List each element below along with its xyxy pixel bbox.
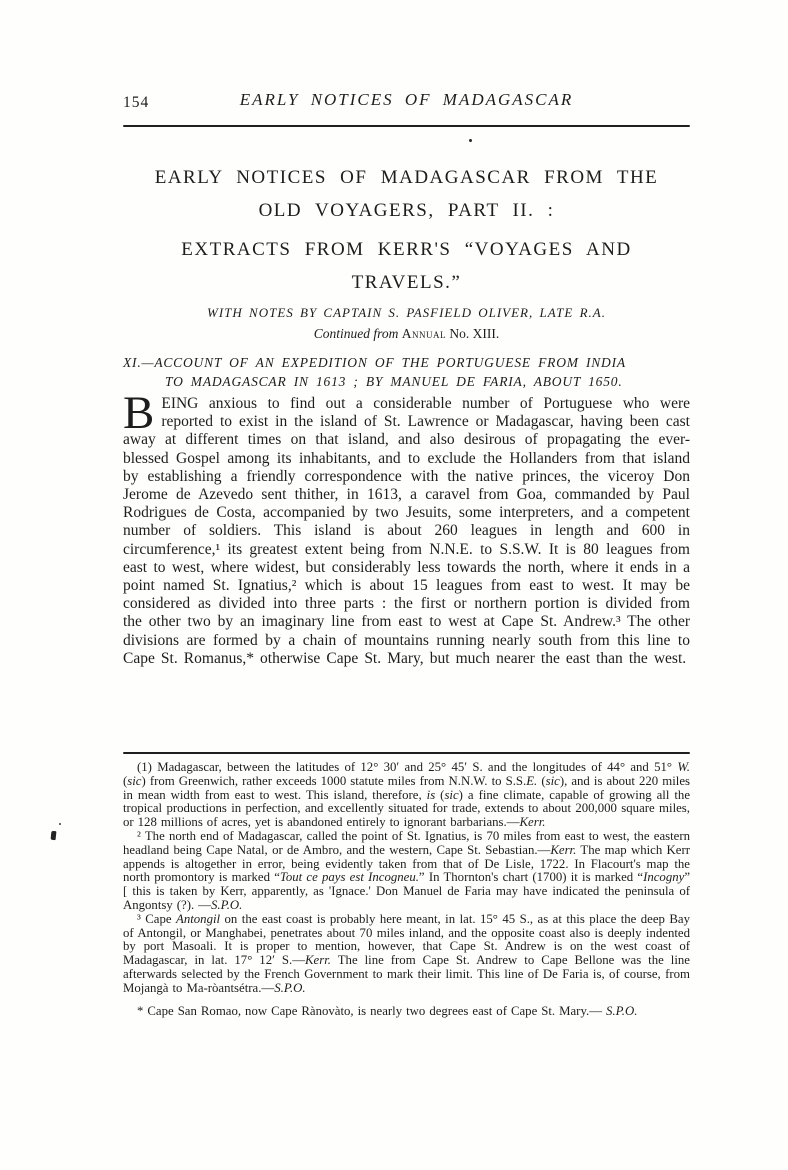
title-line-2: OLD VOYAGERS, PART II. : <box>258 200 555 221</box>
margin-ink-mark <box>51 831 57 840</box>
drop-cap: B <box>123 387 155 439</box>
continuation-annual: Annual <box>401 326 446 341</box>
title-line-1: EARLY NOTICES OF MADAGASCAR FROM THE <box>154 167 659 188</box>
body-paragraph-text: EING anxious to find out a considerable number of Portuguese who were reported to exist in the island of St. Lawrence or Madagascar, having been cast away at different times on that island, and also desirous of propagating the ever-blessed Gospel among its inhabitants, and to exclude the Hollanders from that island by establishing a friendly correspondence with the native princes, the viceroy Don Jerome de Azevedo sent thither, in 1613, a caravel from Goa, commanded by Paul Rodrigues de Costa, accompanied by two Jesuits, some interpreters, and a competent number of soldiers. This island is about 260 leagues in length and 600 in circumference,¹ its greatest extent being from N.N.E. to S.S.W. It is 80 leagues from east to west, where widest, but considerably less towards the north, where it ends in a point named St. Ignatius,² which is about 15 leagues from east to west. It may be considered as divided into three parts : the first or northern portion is divided from the other two by an imaginary line from east to west at Cape St. Andrew.³ The other divisions are formed by a chain of mountains running nearly south from this line to Cape St. Romanus,* otherwise Cape St. Mary, but much nearer the east than the west. <box>123 395 690 667</box>
section-heading-line-2: TO MADAGASCAR IN 1613 ; BY MANUEL DE FARIA, ABOUT 1650. <box>165 374 623 389</box>
body-paragraph <box>123 387 690 668</box>
footnote-rule <box>123 752 690 754</box>
title-line-4: TRAVELS.” <box>351 272 462 293</box>
section-heading-line-1: XI.—ACCOUNT OF AN EXPEDITION OF THE PORTUGUESE FROM INDIA <box>123 355 626 370</box>
ink-dot <box>469 139 472 142</box>
footnotes <box>123 761 690 1018</box>
header-rule <box>123 125 690 127</box>
title-line-3: EXTRACTS FROM KERR'S “VOYAGES AND <box>181 239 632 260</box>
page-header <box>123 90 690 116</box>
byline: WITH NOTES BY CAPTAIN S. PASFIELD OLIVER, LATE R.A. <box>207 305 606 320</box>
margin-ink-dot <box>59 823 61 825</box>
page-number: 154 <box>123 94 150 111</box>
footnote-3: ³ Cape Antongil on the east coast is probably here meant, in lat. 15° 45 S., as at this place the deep Bay of Antongil, or Manghabei, penetrates about 70 miles inland, and the opposite coast also is deeply indented by port Masoali. It is proper to mention, however, that Cape St. Andrew is on the west coast of Madagascar, in lat. 17° 12′ S.—Kerr. The line from Cape St. Andrew to Cape Bellone was the line afterwards selected by the French Government to mark their limit. This line of De Faria is, of course, from Mojangà to Ma-ròantsétra.—S.P.O. <box>123 911 690 995</box>
section-heading <box>123 353 690 391</box>
continuation-prefix: Continued from <box>313 326 399 341</box>
footnote-1: (1) Madagascar, between the latitudes of 12° 30′ and 25° 45′ S. and the longitudes of 44° and 51° W. (sic) from Greenwich, rather exceeds 1000 statute miles from N.N.W. to S.S.E. (sic), and is about 220 miles in mean width from east to west. This island, therefore, is (sic) a fine climate, capable of growing all the tropical productions in perfection, and excellently situated for trade, extends to about 200,000 square miles, or 128 millions of acres, yet is abandoned entirely to ignorant barbarians.—Kerr. <box>123 760 691 830</box>
article-title <box>123 166 690 295</box>
footnote-2: ² The north end of Madagascar, called the point of St. Ignatius, is 70 miles from east to west, the eastern headland being Cape Natal, or de Ambro, and the western, Cape St. Sebastian.—Kerr. The map which Kerr appends is altogether in error, being evidently taken from that of De Lisle, 1722. In Flacourt's map the north promontory is marked “Tout ce pays est Incogneu.” In Thornton's chart (1700) it is marked “Incogny” [ this is taken by Kerr, apparently, as 'Ignace.' Don Manuel de Faria may have indicated the peninsula of Angontsy (?). —S.P.O. <box>123 828 690 912</box>
continuation-rest: No. XIII. <box>449 326 500 341</box>
footnote-star: * Cape San Romao, now Cape Rànovàto, is nearly two degrees east of Cape St. Mary.— S.P.O. <box>137 1003 638 1018</box>
running-title: EARLY NOTICES OF MADAGASCAR <box>239 90 574 109</box>
continuation-note <box>123 326 690 342</box>
